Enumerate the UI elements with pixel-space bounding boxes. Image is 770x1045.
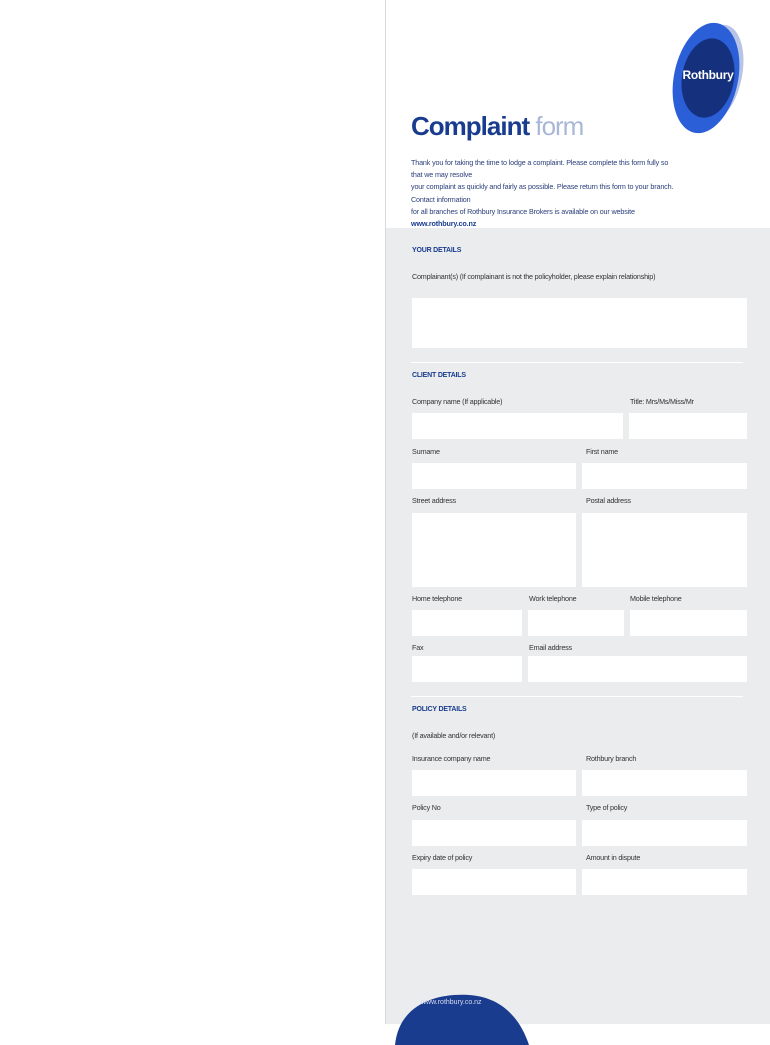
title-field[interactable] [629,413,747,439]
type-of-policy-label: Type of policy [586,803,628,812]
policy-details-note: (If available and/or relevant) [412,731,496,740]
insurance-company-label: Insurance company name [412,754,491,763]
surname-field[interactable] [412,463,576,489]
footer-swoosh-icon [395,985,529,1045]
title-label: Title: Mrs/Ms/Miss/Mr [630,397,694,406]
title-light: form [535,111,584,141]
street-address-label: Street address [412,496,456,505]
intro-text [411,157,677,230]
home-telephone-label: Home telephone [412,594,462,603]
type-of-policy-field[interactable] [582,820,747,846]
complainant-label: Complainant(s) (If complainant is not the policyholder, please explain relationship) [412,272,656,281]
email-address-label: Email address [529,643,572,652]
section-divider [411,696,743,697]
work-telephone-label: Work telephone [529,594,577,603]
work-telephone-field[interactable] [528,610,624,636]
email-address-field[interactable] [528,656,747,682]
intro-line [411,206,677,230]
complainant-field-2[interactable] [412,322,747,348]
rothbury-branch-field[interactable] [582,770,747,796]
expiry-date-label: Expiry date of policy [412,853,473,862]
footer-website: www.rothbury.co.nz [421,999,482,1006]
page-title [411,113,583,139]
intro-line-text: for all branches of Rothbury Insurance Brokers is available on our website [411,206,635,216]
section-heading-your-details: YOUR DETAILS [412,247,462,254]
intro-line: Thank you for taking the time to lodge a complaint. Please complete this form fully so that we may resolve [411,158,669,180]
rothbury-branch-label: Rothbury branch [586,754,637,763]
logo-wordmark: Rothbury [682,68,734,82]
policy-number-label: Policy No [412,803,441,812]
street-address-field-3[interactable] [412,561,576,587]
first-name-label: First name [586,447,618,456]
mobile-telephone-label: Mobile telephone [630,594,682,603]
fax-field[interactable] [412,656,522,682]
section-heading-client-details: CLIENT DETAILS [412,372,466,379]
title-bold: Complaint [411,111,530,141]
intro-line: your complaint as quickly and fairly as possible. Please return this form to your branch. Contact information [411,182,674,204]
street-address-field-2[interactable] [412,537,576,563]
amount-in-dispute-label: Amount in dispute [586,853,641,862]
first-name-field[interactable] [582,463,747,489]
insurance-company-field[interactable] [412,770,576,796]
section-divider [411,362,743,363]
fax-label: Fax [412,643,424,652]
company-name-label: Company name (If applicable) [412,397,503,406]
mobile-telephone-field[interactable] [630,610,747,636]
surname-label: Surname [412,447,440,456]
postal-address-field-2[interactable] [582,537,747,563]
home-telephone-field[interactable] [412,610,522,636]
complainant-field-1[interactable] [412,298,747,324]
policy-number-field[interactable] [412,820,576,846]
amount-in-dispute-field[interactable] [582,869,747,895]
street-address-field-1[interactable] [412,513,576,539]
postal-address-label: Postal address [586,496,631,505]
company-name-field[interactable] [412,413,623,439]
website-link[interactable]: www.rothbury.co.nz [411,219,477,229]
postal-address-field-3[interactable] [582,561,747,587]
expiry-date-field[interactable] [412,869,576,895]
section-heading-policy-details: POLICY DETAILS [412,706,467,713]
postal-address-field-1[interactable] [582,513,747,539]
